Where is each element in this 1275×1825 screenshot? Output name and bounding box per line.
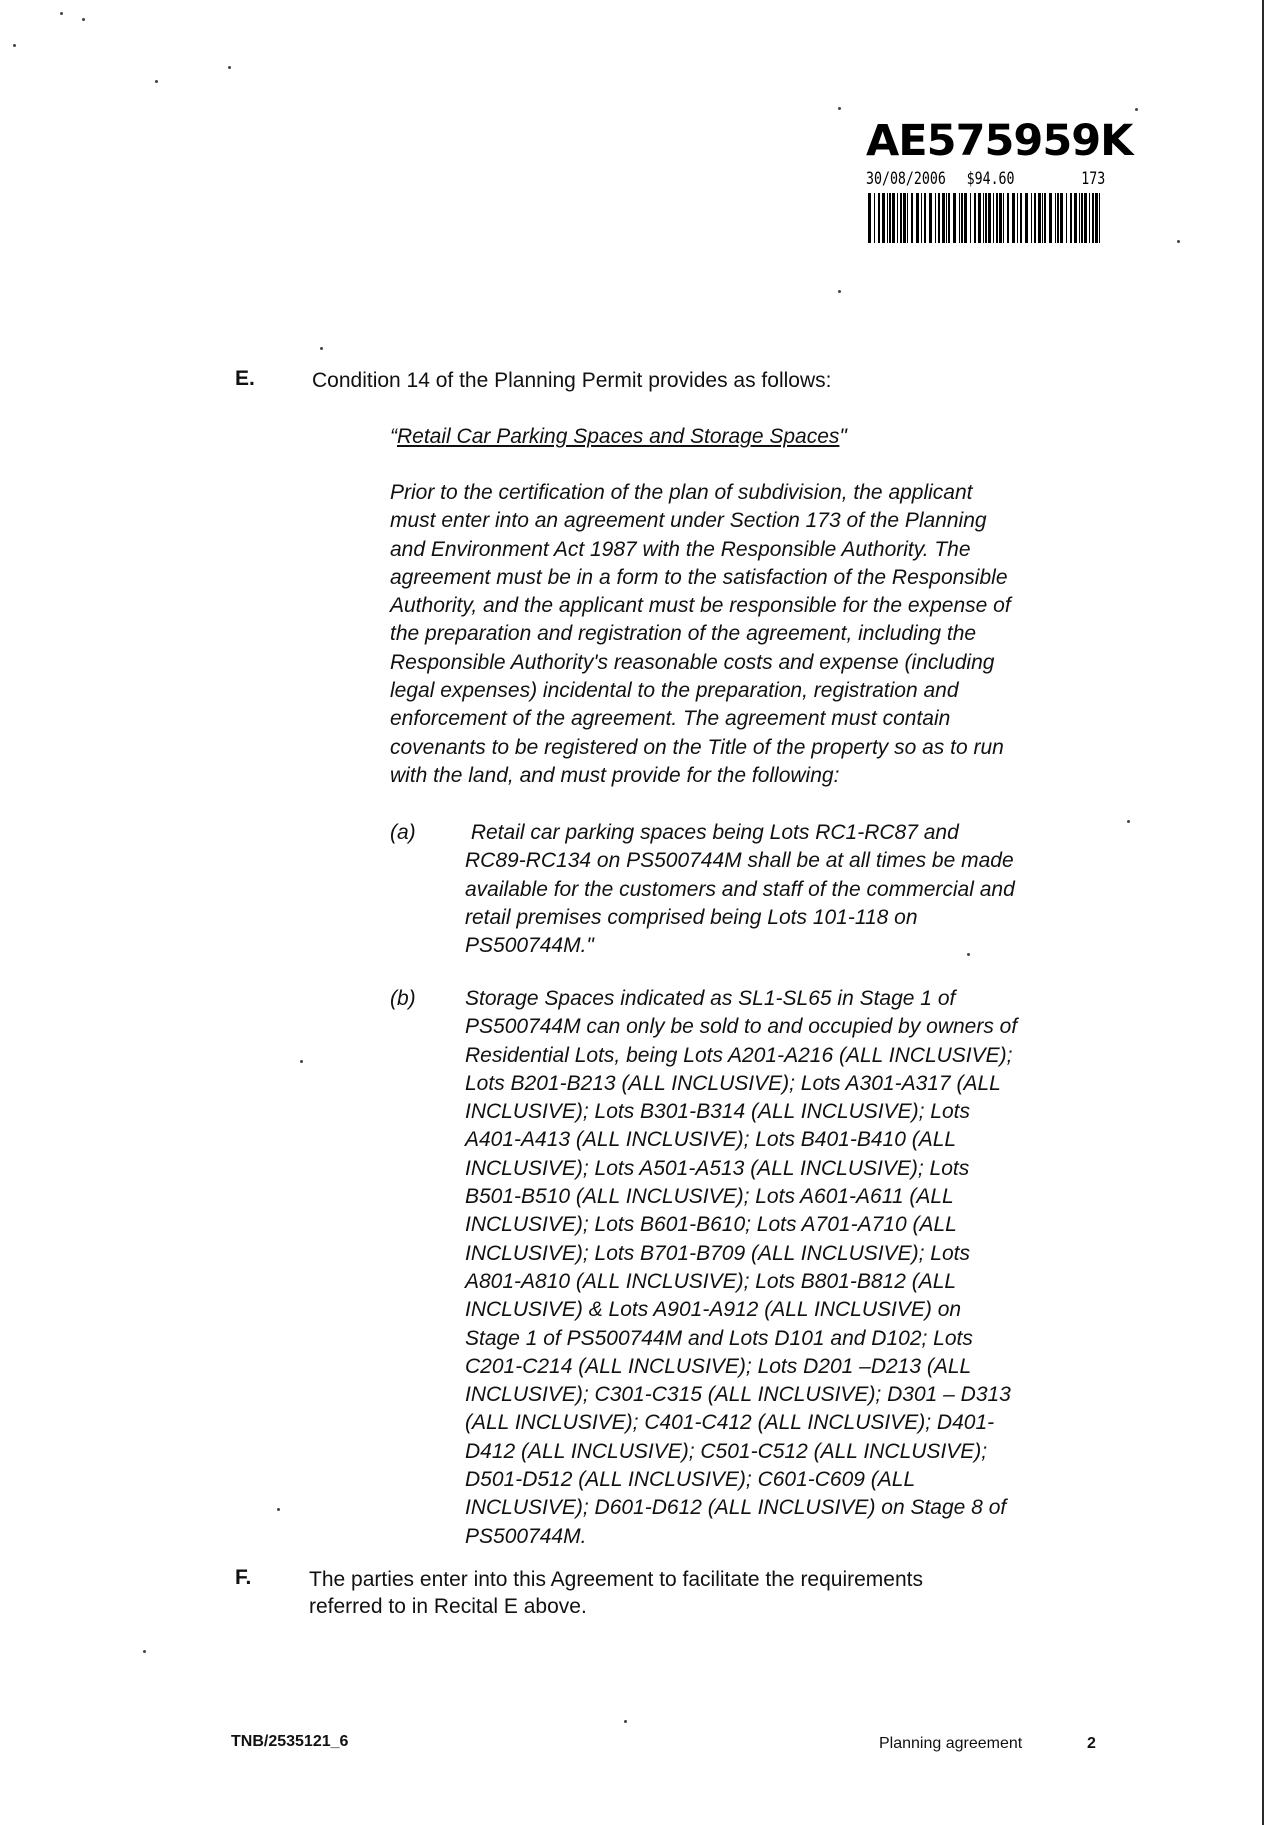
barcode-bar: [959, 193, 960, 243]
barcode-bar: [1025, 193, 1028, 243]
scan-speck: [1127, 820, 1130, 823]
item-b-line: PS500744M can only be sold to and occupied by owners of: [465, 1015, 1018, 1039]
barcode-bar: [1079, 193, 1080, 243]
barcode-bar: [1044, 193, 1046, 243]
item-b-line: INCLUSIVE); Lots B301-B314 (ALL INCLUSIVE); Lots: [465, 1100, 971, 1124]
barcode-bar: [978, 193, 981, 243]
item-b-line: D501-D512 (ALL INCLUSIVE); C601-C609 (ALL: [465, 1468, 916, 1492]
item-a-label: (a): [390, 821, 416, 844]
barcode-bar: [996, 193, 998, 243]
scan-speck: [1135, 108, 1138, 111]
item-b-line: B501-B510 (ALL INCLUSIVE); Lots A601-A611 (ALL: [465, 1185, 954, 1209]
paragraph-line: covenants to be registered on the Title of the property so as to run: [390, 735, 1004, 759]
paragraph-line: Responsible Authority's reasonable costs and expense (including: [390, 650, 995, 674]
barcode-bar: [1055, 193, 1056, 243]
scan-speck: [838, 107, 841, 110]
barcode-bar: [1060, 193, 1063, 243]
scan-speck: [624, 1720, 627, 1723]
barcode: [866, 193, 1106, 245]
item-a-line: available for the customers and staff of the commercial and: [465, 877, 1015, 901]
barcode-bar: [1017, 193, 1018, 243]
stamp-date: 30/08/2006: [866, 169, 946, 189]
recital-f-line: The parties enter into this Agreement to facilitate the requirements: [309, 1568, 923, 1591]
barcode-bar: [993, 193, 994, 243]
barcode-bar: [903, 193, 906, 243]
scan-speck: [300, 1060, 303, 1063]
paragraph-line: Prior to the certification of the plan of subdivision, the applicant: [390, 481, 973, 504]
registration-number: AE575959K: [866, 116, 1133, 166]
paragraph-line: agreement must be in a form to the satisfaction of the Responsible: [390, 565, 1008, 589]
scan-speck: [13, 44, 16, 47]
barcode-bar: [1012, 193, 1015, 243]
paragraph-line: must enter into an agreement under Section 173 of the Planning: [390, 509, 987, 533]
scan-speck: [277, 1508, 280, 1511]
paragraph-line: and Environment Act 1987 with the Responsible Authority. The: [390, 537, 971, 561]
barcode-bar: [924, 193, 926, 243]
quote-open-mark: “: [390, 425, 397, 448]
footer-doc-ref: TNB/2535121_6: [231, 1733, 349, 1750]
barcode-bar: [970, 193, 971, 243]
condition-title: [390, 425, 847, 449]
barcode-bar: [1034, 193, 1036, 243]
stamp-meta-row: [866, 169, 1108, 191]
scan-speck: [143, 1650, 146, 1653]
scan-speck: [838, 290, 841, 293]
item-b-line: D412 (ALL INCLUSIVE); C501-C512 (ALL INCLUSIVE);: [465, 1439, 988, 1463]
barcode-bar: [887, 193, 888, 243]
barcode-bar: [988, 193, 991, 243]
barcode-bar: [946, 193, 947, 243]
recital-f-text: [309, 1566, 923, 1620]
scan-speck: [320, 347, 323, 350]
scan-speck: [82, 18, 85, 21]
item-a-line: RC89-RC134 on PS500744M shall be at all times be made: [465, 849, 1014, 873]
item-a-line: retail premises comprised being Lots 101-118 on: [465, 905, 918, 929]
barcode-bar: [1099, 193, 1100, 243]
barcode-bar: [889, 193, 891, 243]
barcode-bar: [907, 193, 908, 243]
barcode-bar: [1042, 193, 1043, 243]
barcode-bar: [1095, 193, 1098, 243]
item-a-line: Retail car parking spaces being Lots RC1-RC87 and: [465, 821, 959, 844]
item-b-line: INCLUSIVE) & Lots A901-A912 (ALL INCLUSIVE) on: [465, 1298, 962, 1322]
item-b-line: PS500744M.: [465, 1524, 587, 1548]
paragraph-line: the preparation and registration of the agreement, including the: [390, 622, 977, 646]
barcode-bar: [961, 193, 963, 243]
scan-speck: [155, 80, 158, 83]
scan-speck: [60, 12, 63, 15]
scan-speck: [1177, 240, 1180, 243]
barcode-bar: [868, 193, 871, 243]
barcode-bar: [929, 193, 932, 243]
item-b-line: A401-A413 (ALL INCLUSIVE); Lots B401-B410 (ALL: [465, 1128, 957, 1152]
recital-e-letter: E.: [235, 367, 255, 390]
scan-speck: [228, 66, 231, 69]
paragraph-line: with the land, and must provide for the following:: [390, 763, 840, 787]
stamp-code: 173: [1081, 169, 1106, 189]
item-b-line: Residential Lots, being Lots A201-A216 (ALL INCLUSIVE);: [465, 1043, 1013, 1067]
item-b-line: (ALL INCLUSIVE); C401-C412 (ALL INCLUSIVE); D401-: [465, 1411, 995, 1435]
item-b-label: (b): [390, 987, 416, 1010]
condition-title-text: Retail Car Parking Spaces and Storage Spaces: [397, 425, 840, 448]
paragraph-line: Authority, and the applicant must be responsible for the expense of: [390, 594, 1011, 618]
condition-paragraph: [390, 479, 1011, 790]
barcode-bar: [974, 193, 976, 243]
item-b-line: INCLUSIVE); C301-C315 (ALL INCLUSIVE); D301 – D313: [465, 1383, 1011, 1407]
quote-close-mark: ": [839, 425, 847, 448]
barcode-bar: [1081, 193, 1083, 243]
barcode-bar: [897, 193, 898, 243]
barcode-bar: [942, 193, 945, 243]
barcode-bar: [948, 193, 950, 243]
barcode-bar: [1066, 193, 1067, 243]
recital-f-letter: F.: [235, 1566, 252, 1589]
item-b-line: Stage 1 of PS500744M and Lots D101 and D102; Lots: [465, 1326, 973, 1350]
barcode-bar: [921, 193, 922, 243]
item-b-text: [465, 985, 1017, 1551]
barcode-bar: [964, 193, 967, 243]
barcode-bar: [999, 193, 1002, 243]
item-b-line: INCLUSIVE); Lots B601-B610; Lots A701-A710 (ALL: [465, 1213, 957, 1237]
barcode-bar: [1089, 193, 1090, 243]
item-a-line: PS500744M.": [465, 934, 594, 958]
barcode-bar: [1031, 193, 1032, 243]
page-number: 2: [1087, 1735, 1096, 1752]
barcode-bar: [882, 193, 885, 243]
item-b-line: Lots B201-B213 (ALL INCLUSIVE); Lots A301-A317 (ALL: [465, 1071, 1001, 1095]
barcode-bar: [1049, 193, 1052, 243]
barcode-bar: [1020, 193, 1022, 243]
barcode-bar: [953, 193, 956, 243]
page-edge-line: [1262, 0, 1264, 1825]
barcode-bar: [874, 193, 875, 243]
footer-doc-title: Planning agreement: [879, 1735, 1023, 1752]
barcode-bar: [1084, 193, 1087, 243]
item-b-line: Storage Spaces indicated as SL1-SL65 in Stage 1 of: [465, 987, 956, 1010]
barcode-bar: [983, 193, 984, 243]
recital-e-intro: Condition 14 of the Planning Permit provides as follows:: [312, 369, 832, 392]
paragraph-line: enforcement of the agreement. The agreement must contain: [390, 707, 951, 731]
item-a-text: [465, 819, 1015, 960]
barcode-bar: [1092, 193, 1094, 243]
barcode-bar: [1007, 193, 1009, 243]
item-b-line: A801-A810 (ALL INCLUSIVE); Lots B801-B812 (ALL: [465, 1269, 957, 1293]
barcode-bar: [878, 193, 880, 243]
recital-f-line: referred to in Recital E above.: [309, 1595, 587, 1618]
barcode-bar: [916, 193, 919, 243]
barcode-bar: [935, 193, 936, 243]
item-b-line: INCLUSIVE); Lots B701-B709 (ALL INCLUSIVE); Lots: [465, 1241, 971, 1265]
barcode-bar: [1003, 193, 1004, 243]
barcode-bar: [1074, 193, 1077, 243]
barcode-bar: [1038, 193, 1041, 243]
barcode-bar: [938, 193, 940, 243]
paragraph-line: legal expenses) incidental to the preparation, registration and: [390, 679, 959, 703]
item-b-line: C201-C214 (ALL INCLUSIVE); Lots D201 –D213 (ALL: [465, 1354, 972, 1378]
item-b-line: INCLUSIVE); D601-D612 (ALL INCLUSIVE) on Stage 8 of: [465, 1496, 1007, 1520]
barcode-bar: [1070, 193, 1072, 243]
barcode-bar: [1057, 193, 1059, 243]
barcode-bar: [985, 193, 987, 243]
barcode-bar: [900, 193, 902, 243]
registration-stamp: [866, 116, 1133, 245]
barcode-bar: [911, 193, 913, 243]
stamp-fee: $94.60: [966, 169, 1015, 189]
barcode-bar: [892, 193, 895, 243]
item-b-line: INCLUSIVE); Lots A501-A513 (ALL INCLUSIVE); Lots: [465, 1156, 970, 1180]
